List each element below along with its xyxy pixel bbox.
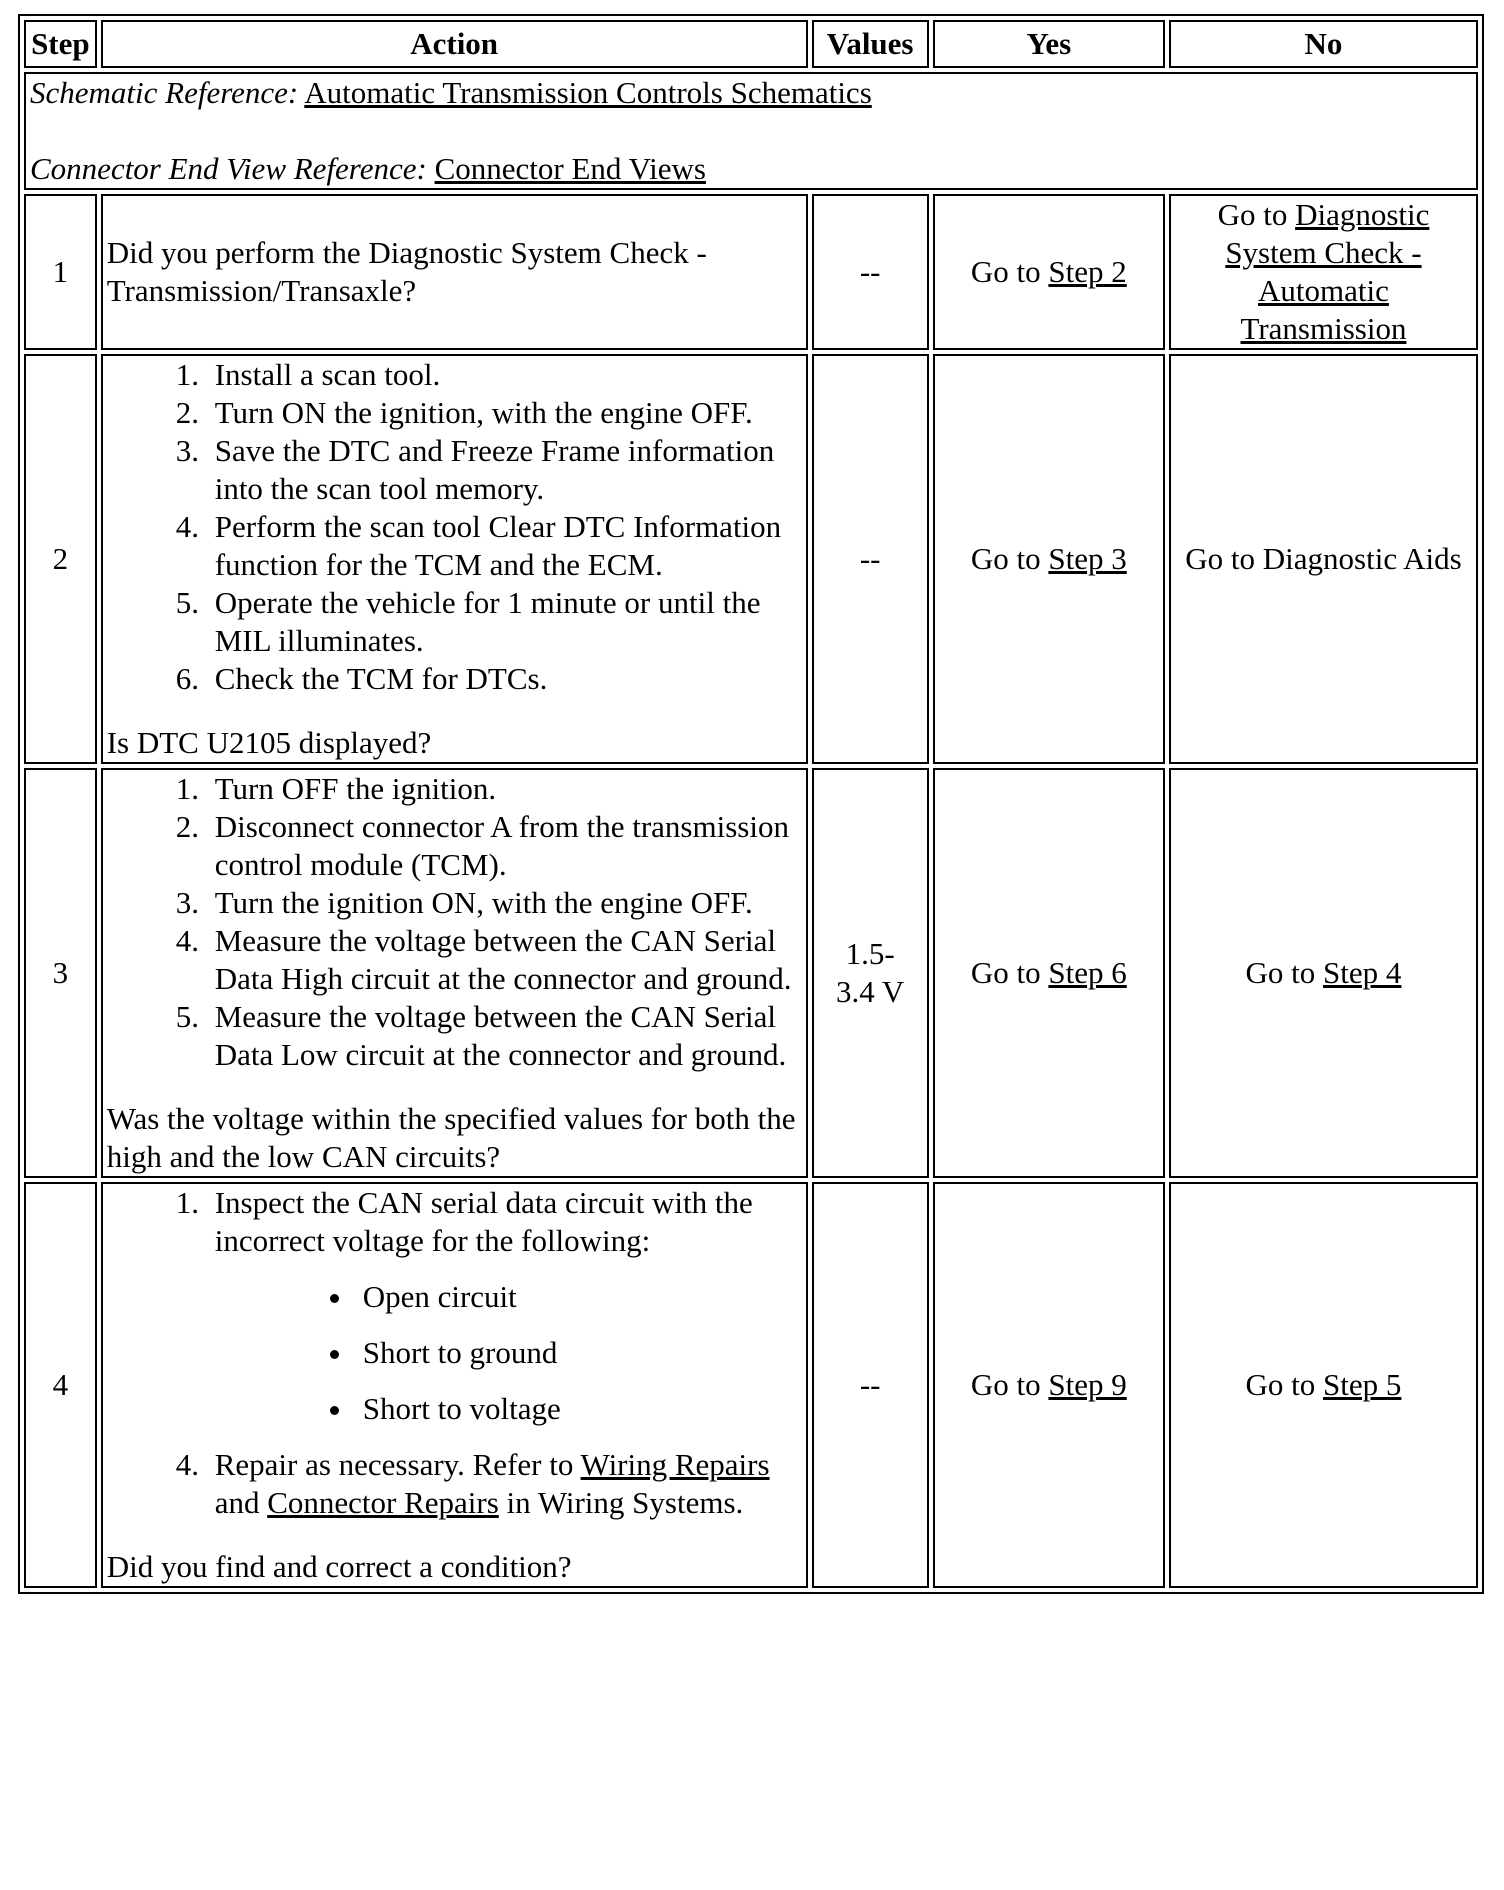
header-row xyxy=(24,20,1478,68)
step-action xyxy=(101,354,808,764)
step-question: Is DTC U2105 displayed? xyxy=(106,725,432,760)
go-to-text: Go to xyxy=(970,1367,1041,1402)
step-instructions-continued xyxy=(107,1446,802,1522)
step-value: -- xyxy=(812,354,929,764)
step-row-4 xyxy=(24,1182,1478,1588)
step-action xyxy=(101,768,808,1178)
diagnostic-system-check-link[interactable]: Diagnostic System Check - Automatic Transmission xyxy=(1225,197,1430,346)
instruction-item: 4. Measure the voltage between the CAN Serial Data High circuit at the connector and ground. xyxy=(207,922,802,998)
step-value: -- xyxy=(812,194,929,350)
instruction-item: 2. Disconnect connector A from the transmission control module (TCM). xyxy=(207,808,802,884)
instruction-text: in Wiring Systems. xyxy=(506,1485,744,1520)
schematic-reference-label: Schematic Reference: xyxy=(30,75,299,110)
step-6-link[interactable]: Step 6 xyxy=(1048,955,1127,990)
go-to-text: Go to xyxy=(970,254,1041,289)
step-4-link[interactable]: Step 4 xyxy=(1323,955,1402,990)
header-yes: Yes xyxy=(933,20,1165,68)
step-no xyxy=(1169,768,1478,1178)
step-no: Go to Diagnostic Aids xyxy=(1169,354,1478,764)
instruction-item xyxy=(207,1184,802,1428)
condition-list xyxy=(215,1278,802,1428)
go-to-text: Go to xyxy=(970,955,1041,990)
go-to-text: Go to xyxy=(970,541,1041,576)
step-yes xyxy=(933,354,1165,764)
step-value: -- xyxy=(812,1182,929,1588)
value-max: 3.4 V xyxy=(835,974,905,1009)
instruction-item: 4. Perform the scan tool Clear DTC Information function for the TCM and the ECM. xyxy=(207,508,802,584)
step-instructions xyxy=(107,356,802,698)
instruction-item: 6. Check the TCM for DTCs. xyxy=(207,660,802,698)
step-yes xyxy=(933,768,1165,1178)
instruction-item: 1. Turn OFF the ignition. xyxy=(207,770,802,808)
step-2-link[interactable]: Step 2 xyxy=(1048,254,1127,289)
diagnostic-table-container xyxy=(18,14,1484,1594)
instruction-item: 2. Turn ON the ignition, with the engine OFF. xyxy=(207,394,802,432)
go-to-text: Go to xyxy=(1245,955,1316,990)
instruction-text: and xyxy=(214,1485,260,1520)
condition-item: • Short to voltage xyxy=(355,1390,802,1428)
step-yes xyxy=(933,194,1165,350)
condition-item: • Short to ground xyxy=(355,1334,802,1372)
step-number: 3 xyxy=(24,768,97,1178)
connector-repairs-link[interactable]: Connector Repairs xyxy=(267,1485,499,1520)
step-value xyxy=(812,768,929,1178)
connector-reference-link[interactable]: Connector End Views xyxy=(434,151,706,186)
header-step: Step xyxy=(24,20,97,68)
instruction-item: 3. Save the DTC and Freeze Frame information into the scan tool memory. xyxy=(207,432,802,508)
schematic-reference-link[interactable]: Automatic Transmission Controls Schematics xyxy=(304,75,872,110)
instruction-item: 5. Operate the vehicle for 1 minute or until the MIL illuminates. xyxy=(207,584,802,660)
value-min: 1.5- xyxy=(845,936,895,971)
instruction-text: Inspect the CAN serial data circuit with the incorrect voltage for the following: xyxy=(214,1185,753,1258)
step-5-link[interactable]: Step 5 xyxy=(1323,1367,1402,1402)
reference-cell xyxy=(24,72,1478,190)
schematic-reference xyxy=(30,74,1472,112)
instruction-item: 5. Measure the voltage between the CAN Serial Data Low circuit at the connector and ground. xyxy=(207,998,802,1074)
instruction-item xyxy=(207,1446,802,1522)
condition-item: • Open circuit xyxy=(355,1278,802,1316)
step-action xyxy=(101,1182,808,1588)
connector-reference-label: Connector End View Reference: xyxy=(30,151,427,186)
reference-row xyxy=(24,72,1478,190)
step-question: Was the voltage within the specified values for both the high and the low CAN circuits? xyxy=(106,1101,796,1174)
header-action: Action xyxy=(101,20,808,68)
instruction-item: 1. Install a scan tool. xyxy=(207,356,802,394)
step-3-link[interactable]: Step 3 xyxy=(1048,541,1127,576)
diagnostic-table xyxy=(18,14,1484,1594)
step-no xyxy=(1169,1182,1478,1588)
step-question: Did you perform the Diagnostic System Check - Transmission/Transaxle? xyxy=(106,235,707,308)
step-row-3 xyxy=(24,768,1478,1178)
wiring-repairs-link[interactable]: Wiring Repairs xyxy=(580,1447,770,1482)
step-question: Did you find and correct a condition? xyxy=(106,1549,572,1584)
step-yes xyxy=(933,1182,1165,1588)
step-9-link[interactable]: Step 9 xyxy=(1048,1367,1127,1402)
header-no: No xyxy=(1169,20,1478,68)
instruction-text: Repair as necessary. Refer to xyxy=(214,1447,574,1482)
step-instructions xyxy=(107,1184,802,1428)
step-row-1 xyxy=(24,194,1478,350)
step-number: 4 xyxy=(24,1182,97,1588)
instruction-item: 3. Turn the ignition ON, with the engine OFF. xyxy=(207,884,802,922)
step-row-2 xyxy=(24,354,1478,764)
step-action xyxy=(101,194,808,350)
header-values: Values xyxy=(812,20,929,68)
step-number: 2 xyxy=(24,354,97,764)
step-no xyxy=(1169,194,1478,350)
connector-reference xyxy=(30,150,1472,188)
step-number: 1 xyxy=(24,194,97,350)
go-to-text: Go to xyxy=(1245,1367,1316,1402)
step-instructions xyxy=(107,770,802,1074)
go-to-text: Go to xyxy=(1217,197,1288,232)
